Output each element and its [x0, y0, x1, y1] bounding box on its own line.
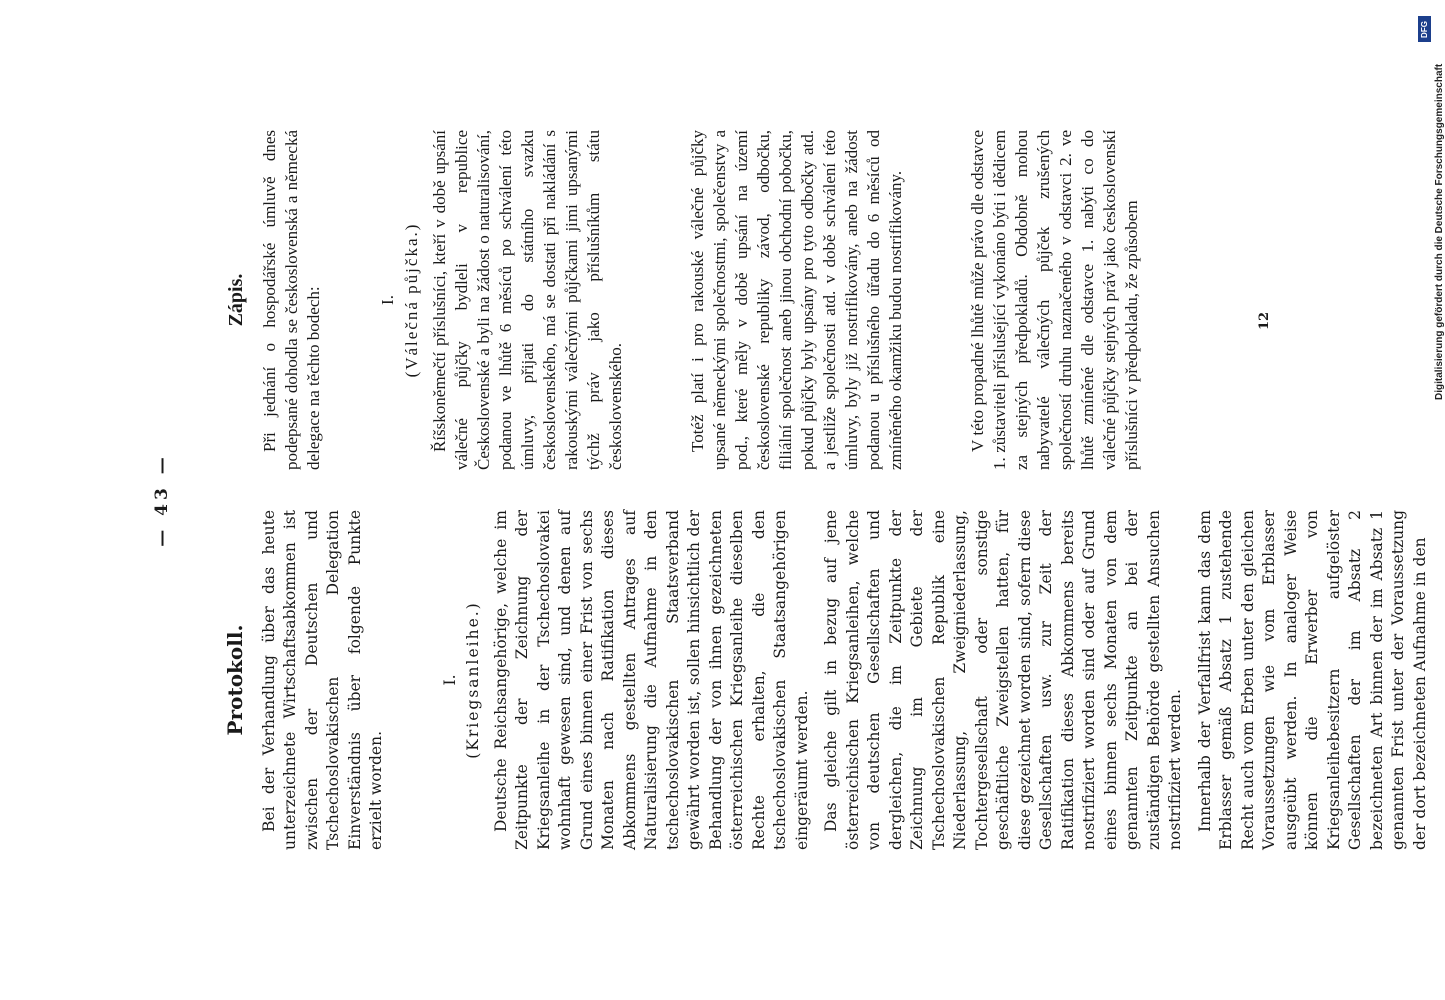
german-column	[225, 510, 1439, 850]
czech-section-name: (Válečná půjčka.)	[402, 222, 421, 378]
german-paragraph-2: Das gleiche gilt in bezug auf jene österreichischen Kriegsanleihen, welche von deutschen Gesellschaften und dergleichen, die im Zeitpunkte der Zeichnung im Gebiete der Tschechoslovakischen Republik eine Niederlassung, Zweigniederlassung, Tochtergesellschaft oder sonstige geschäftliche Zweigstellen hatten, für diese gezeichnet worden sind, sofern diese Gesellschaften usw. zur Zeit der Ratifikation dieses Abkommens bereits nostrifiziert worden sind oder auf Grund eines binnen sechs Monaten von dem genannten Zeitpunkte an bei der zuständigen Behörde gestellten Ansuchen nostrifiziert werden.	[822, 510, 1184, 850]
czech-paragraph-3: V této propadné lhůtě může právo dle odstavce 1. zůstaviteli příslušející vykonáno býti i dědicem za stejných předpokladů. Obdobně mohou nabyvatelé válečných půjček zrušených společností druhu naznačeného v odstavci 2. ve lhůtě zmíněné dle odstavce 1. nabýti co do válečné půjčky stejných práv jako československí příslušníci v předpokladu, že způsobem	[968, 130, 1141, 470]
czech-section-number: I.	[378, 295, 397, 305]
page-header-number: — 43 —	[152, 453, 172, 547]
document-page	[130, 110, 1429, 890]
german-section-number: I.	[440, 674, 459, 686]
german-paragraph-3: Innerhalb der Verfallfrist kann das dem Erblasser gemäß Absatz 1 zustehende Recht auch vom Erben unter den gleichen Voraussetzungen wie vom Erblasser ausgeübt werden. In analoger Weise können die Erwerber von Kriegsanleihebesitzern aufgelöster Gesellschaften der im Absatz 2 bezeichneten Art binnen der im Absatz 1 genannten Frist unter der Voraussetzung der dort bezeichneten Aufnahme in den	[1195, 510, 1429, 850]
dfg-badge-label: DFG	[1420, 20, 1430, 38]
page-footer-number: 12	[1257, 311, 1272, 330]
czech-paragraph-2: Totéž platí i pro rakouské válečné půjčky upsané německými společnostmi, společenstvy a pod., které měly v době upsání na území československé republiky závod, odbočku, filiální společnost aneb jinou obchodní pobočku, pokud půjčky byly upsány pro tyto odbočky atd. a jestliže společnosti atd. v době schválení této úmluvy, byly již nostrifikovány, aneb na žádost podanou u příslušného úřadu do 6 měsíců od zmíněného okamžiku budou nostrifikovány.	[688, 130, 905, 470]
digitization-sidebar	[1416, 10, 1445, 995]
czech-title: Zápis.	[225, 273, 247, 327]
german-title: Protokoll.	[223, 624, 247, 736]
german-paragraph-1: Deutsche Reichsangehörige, welche im Zeitpunkte der Zeichnung der Kriegsanleihe in der Tschechoslovakei wohnhaft gewesen sind, und denen auf Grund eines binnen einer Frist von sechs Monaten nach Ratifikation dieses Abkommens gestellten Antrages auf Naturalisierung die Aufnahme in den tschechoslovakischen Staatsverband gewährt worden ist, sollen hinsichtlich der Behandlung der von ihnen gezeichneten österreichischen Kriegsanleihe dieselben Rechte erhalten, die den tschechoslovakischen Staatsangehörigen eingeräumt werden.	[491, 510, 811, 850]
czech-column	[225, 130, 1151, 470]
german-section-name: (Kriegsanleihe.)	[464, 601, 482, 759]
czech-intro: Při jednání o hospodářské úmluvě dnes podepsané dohodla se československá a německá delegace na těchto bodech:	[260, 130, 323, 470]
dfg-logo-icon	[1418, 16, 1431, 42]
german-intro: Bei der Verhandlung über das heute unterzeichnete Wirtschaftsabkommen ist zwischen der Deutschen und Tschechoslovakischen Delegation Einverständnis über folgende Punkte erzielt worden.	[259, 510, 385, 850]
digitization-credit: Digitalisierung gefördert durch die Deutsche Forschungsgemeinschaft	[1434, 63, 1445, 400]
czech-paragraph-1: Říšskoněmečtí příslušníci, kteří v době upsání válečné půjčky bydleli v republice Československé a byli na žádost o naturalisování, podanou ve lhůtě 6 měsíců po schválení této úmluvy, přijati do státního svazku československého, má se dostati při nakládání s rakouskými válečnými půjčkami jimi upsanými týchž práv jako příslušníkům státu československého.	[430, 130, 625, 470]
